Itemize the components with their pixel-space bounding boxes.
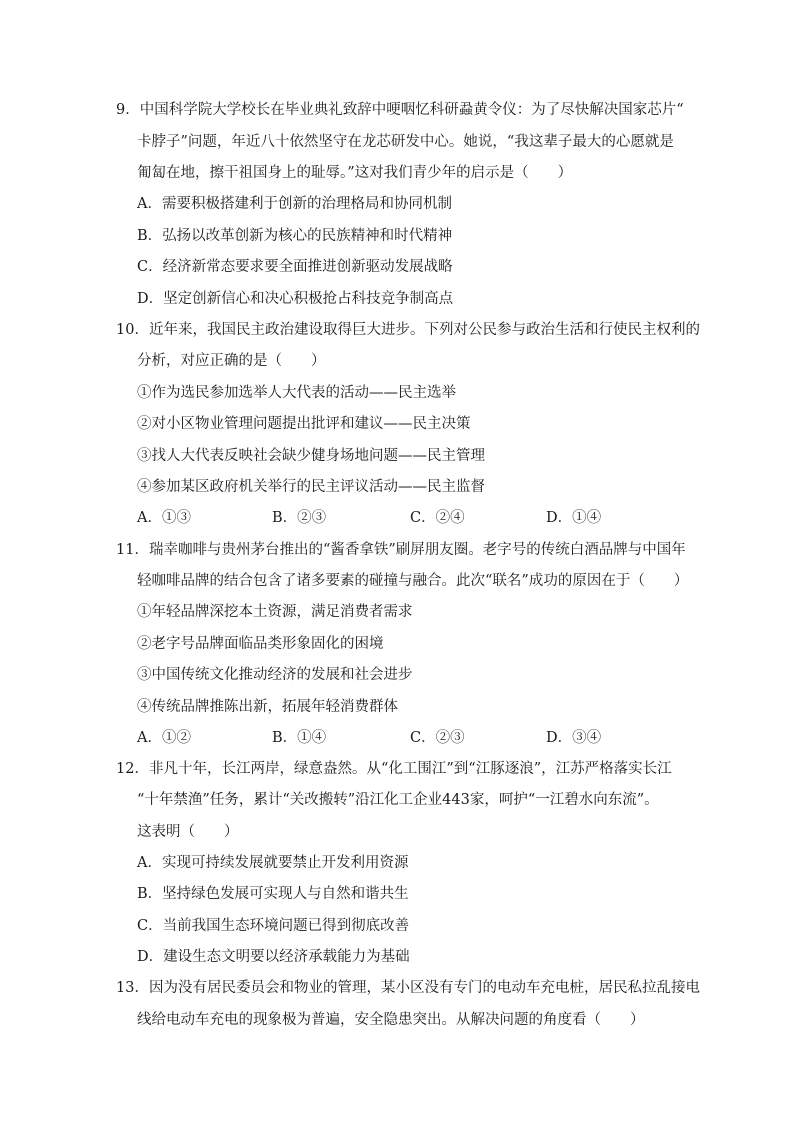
option-d: D．建设生态文明要以经济承载能力为基础: [137, 949, 410, 965]
question-stem: 这表明（ ）: [137, 824, 239, 840]
option-a: A．实现可持续发展就要禁止开发利用资源: [137, 855, 409, 871]
question-stem: 非凡十年，长江两岸，绿意盎然。从“化工围江”到“江豚逐浪”，江苏严格落实长江: [148, 761, 672, 777]
question-stem: 瑞幸咖啡与贵州茅台推出的“酱香拿铁”刷屏朋友圈。老字号的传统白酒品牌与中国年: [148, 542, 686, 558]
statement-item: ④传统品牌推陈出新，拓展年轻消费群体: [137, 699, 398, 715]
question-stem: 因为没有居民委员会和物业的管理，某小区没有专门的电动车充电桩，居民私拉乱接电: [148, 980, 700, 996]
question-number: 13．: [116, 980, 149, 996]
question-stem: 中国科学院大学校长在毕业典礼致辞中哽咽忆科研蝨黄令仪：为了尽快解决国家芯片“: [139, 102, 684, 118]
question-stem: 匍匐在地，擦干祖国身上的耻辱。”这对我们青少年的启示是（ ）: [137, 165, 573, 181]
option-d: D．③④: [546, 730, 602, 746]
statement-item: ①年轻品牌深挖本土资源，满足消费者需求: [137, 604, 413, 620]
question-stem: “十年禁渔”任务，累计“关改搬转”沿江化工企业443家，呵护“一江碧水向东流”。: [137, 792, 659, 808]
statement-item: ③中国传统文化推动经济的发展和社会进步: [137, 667, 413, 683]
question-10-line-1: [116, 320, 700, 340]
statement-item: ④参加某区政府机关举行的民主评议活动——民主监督: [137, 479, 485, 495]
statement-item: ③找人大代表反映社会缺少健身场地问题——民主管理: [137, 448, 485, 464]
option-c: C．当前我国生态环境问题已得到彻底改善: [137, 918, 410, 934]
question-stem: 近年来，我国民主政治建设取得巨大进步。下列对公民参与政治生活和行使民主权利的: [148, 322, 700, 338]
statement-item: ②老字号品牌面临品类形象固化的困境: [137, 636, 384, 652]
option-a: A．需要积极搭建利于创新的治理格局和协同机制: [137, 196, 452, 212]
option-a: A．①②: [137, 730, 191, 746]
option-c: C．经济新常态要求要全面推进创新驱动发展战略: [137, 259, 453, 275]
option-b: B．坚持绿色发展可实现人与自然和谐共生: [137, 886, 409, 902]
question-number: 11．: [116, 542, 149, 558]
question-12-line-1: [116, 759, 672, 779]
option-b: B．①④: [272, 730, 327, 746]
option-c: C．②③: [410, 730, 465, 746]
option-row: [0, 728, 794, 748]
question-number: 9．: [116, 102, 140, 118]
question-stem: 卡脖子”问题，年近八十依然坚守在龙芯研发中心。她说，“我这辈子最大的心愿就是: [137, 134, 674, 150]
question-stem: 线给电动车充电的现象极为普遍，安全隐患突出。从解决问题的角度看（ ）: [137, 1012, 645, 1028]
option-d: D．①④: [546, 510, 602, 526]
question-9-line-1: [116, 100, 684, 120]
option-row: [0, 508, 794, 528]
option-a: A．①③: [137, 510, 191, 526]
question-number: 12．: [116, 761, 149, 777]
option-b: B．②③: [272, 510, 327, 526]
option-c: C．②④: [410, 510, 465, 526]
option-b: B．弘扬以改革创新为核心的民族精神和时代精神: [137, 228, 453, 244]
option-d: D．坚定创新信心和决心积极抢占科技竞争制高点: [137, 291, 454, 307]
statement-item: ①作为选民参加选举人大代表的活动——民主选举: [137, 385, 456, 401]
question-stem: 轻咖啡品牌的结合包含了诸多要素的碰撞与融合。此次“联名”成功的原因在于（ ）: [137, 573, 689, 589]
statement-item: ②对小区物业管理问题提出批评和建议——民主决策: [137, 416, 471, 432]
question-stem: 分析，对应正确的是（ ）: [137, 353, 326, 369]
question-11-line-1: [116, 540, 686, 560]
question-number: 10．: [116, 322, 149, 338]
question-13-line-1: [116, 978, 700, 998]
